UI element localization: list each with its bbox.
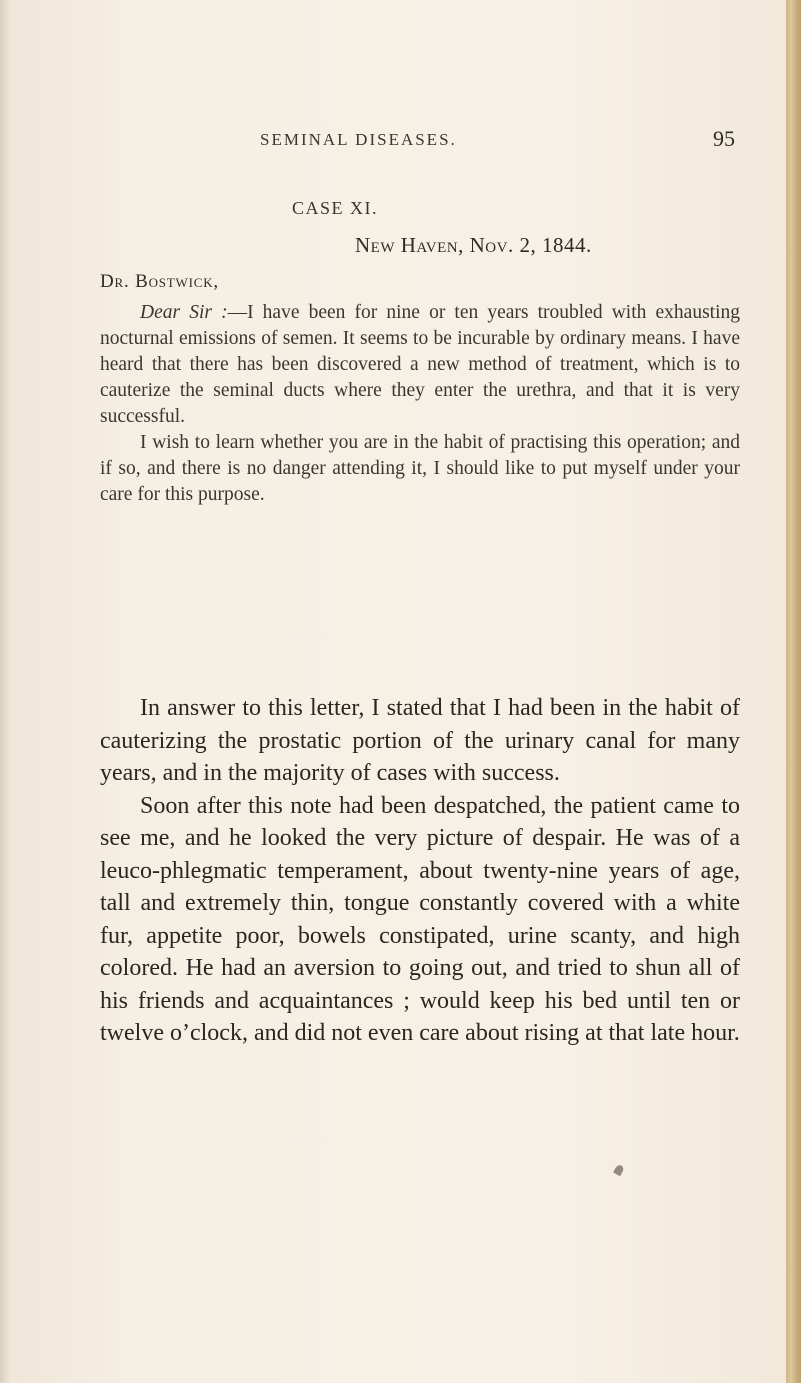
narrative-body [100, 692, 740, 1050]
letter-body [100, 300, 740, 508]
page-number: 95 [713, 126, 735, 151]
letter-paragraph-text: —I have been for nine or ten years troubled with exhausting nocturnal emissions of semen. It seems to be incurable by ordinary means. I have heard that there has been discovered a new method of treatment, which is to cauterize the seminal ducts where they enter the urethra, and that it is very successful. [100, 302, 740, 427]
ink-mark [613, 1164, 625, 1177]
running-head: SEMINAL DISEASES. [260, 130, 457, 149]
letter-addressee: Dr. Bostwick, [100, 271, 219, 292]
letter-paragraph [100, 300, 740, 430]
narrative-paragraph: In answer to this letter, I stated that I had been in the habit of cauterizing the prostatic portion of the urinary canal for many years, and in the majority of cases with success. [100, 695, 740, 786]
case-title: CASE XI. [292, 198, 379, 218]
page-edge [786, 0, 801, 1383]
letter-dateline: New Haven, Nov. 2, 1844. [355, 233, 592, 257]
letter-paragraph: I wish to learn whether you are in the habit of practising this operation; and if so, and there is no danger attending it, I should like to put myself under your care for this purpose. [100, 432, 740, 505]
page-header [260, 126, 740, 160]
letter-salutation: Dear Sir : [140, 302, 228, 323]
narrative-paragraph: Soon after this note had been despatched, the patient came to see me, and he looked the very picture of despair. He was of a leuco-phlegmatic temperament, about twenty-nine years of age, tall and extremely thin, tongue constantly covered with a white fur, appetite poor, bowels constipated, urine scanty, and high colored. He had an aversion to going out, and tried to shun all of his friends and acquaintances ; would keep his bed until ten or twelve o’clock, and did not even care about rising at that late hour. [100, 792, 740, 1046]
gutter-shadow [0, 0, 10, 1383]
